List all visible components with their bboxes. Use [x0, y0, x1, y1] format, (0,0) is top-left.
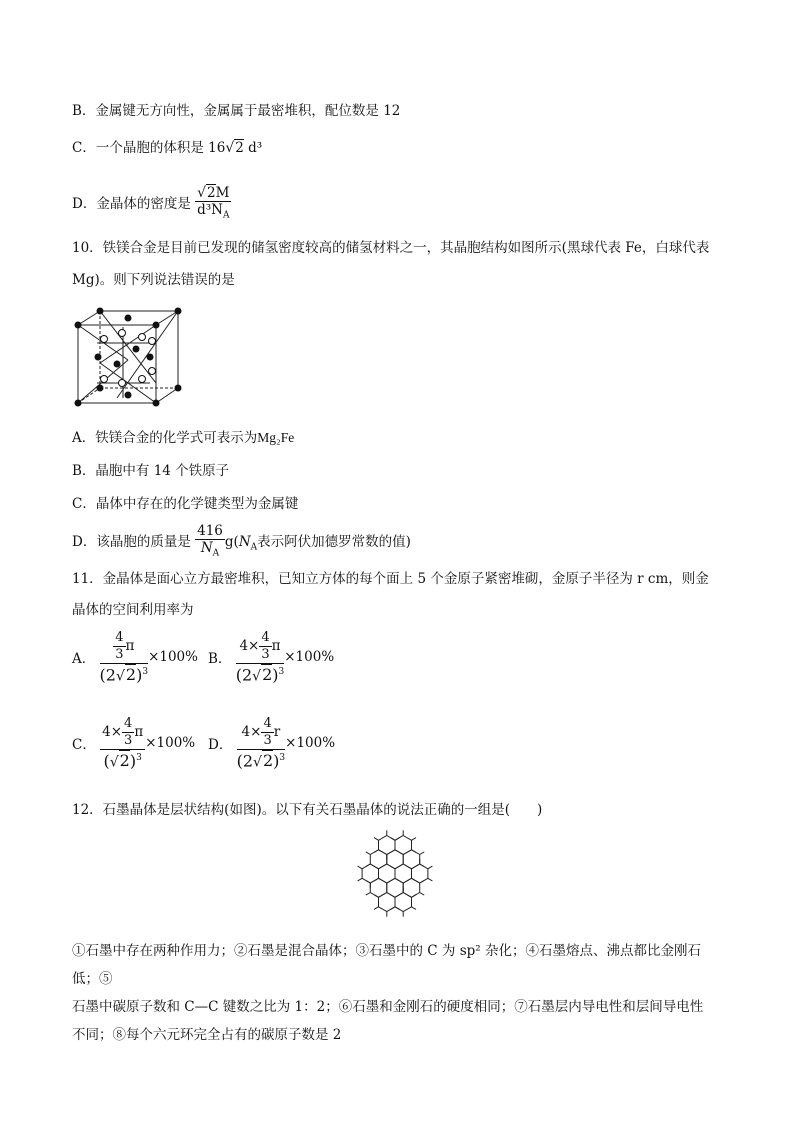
graphite-edge-bond	[412, 907, 417, 910]
graphite-edge-bond	[412, 838, 417, 841]
q9-option-c: C．一个晶胞的体积是 16√2 d³	[72, 140, 263, 156]
graphite-edge-bond	[366, 880, 371, 883]
q12-statements	[72, 937, 722, 1049]
q10-option-b: B．晶胞中有 14 个铁原子	[72, 463, 230, 479]
graphite-edge-bond	[420, 893, 425, 896]
q9-option-d-prefix: D．金晶体的密度是	[72, 195, 191, 212]
q11-option-b: B． 4× $\frac{4}{3}$ π $(2√2)^3$ ×100%	[208, 630, 335, 685]
q9-option-c-suffix: d³	[248, 140, 263, 156]
q9-option-c-sqrt: 2	[235, 140, 244, 156]
graphite-edge-bond	[366, 852, 371, 855]
q11-stem-line1: 11．金晶体是面心立方最密堆积，已知立方体的每个面上 5 个金原子紧密堆砌，金原子半径为 r cm，则金	[72, 571, 709, 587]
graphite-edge-bond	[391, 907, 396, 910]
q12-statements-line2: 石墨中碳原子数和 C—C 键数之比为 1：2；⑥石墨和金刚石的硬度相同；⑦石墨层内导电性和层间导电性	[72, 999, 704, 1015]
q11-stem-line2: 晶体的空间利用率为	[72, 602, 194, 618]
q12-stem: 12．石墨晶体是层状结构(如图)。以下有关石墨晶体的说法正确的一组是( )	[72, 802, 543, 818]
graphite-edge-bond	[428, 878, 433, 881]
q9-density-fraction: $\frac{√2M}{d^3N_A}$	[197, 185, 230, 221]
graphite-edge-bond	[420, 852, 425, 855]
q10-option-c: C．晶体中存在的化学键类型为金属键	[72, 496, 299, 512]
q11-option-d: D． 4× $\frac{4}{3}$ r $(2√2)^3$ ×100%	[208, 716, 336, 771]
q10-mass-fraction: $\frac{416}{N_A}$	[197, 523, 223, 559]
q10-stem-line2: Mg)。则下列说法错误的是	[72, 272, 235, 288]
q11-option-a: A． $\frac{4}{3}$ π $(2√2)^3$ ×100%	[72, 630, 198, 685]
q9-option-d	[72, 185, 231, 224]
q10-option-d: D．该晶胞的质量是 $\frac{416}{N_A}$ $g(N_A$表示阿伏加德罗常数的值)	[72, 523, 411, 562]
graphite-edge-bond	[374, 838, 379, 841]
q10-stem-line1: 10．铁镁合金是目前已发现的储氢密度较高的储氢材料之一，其晶胞结构如图所示(黑球代表 Fe，白球代表	[72, 240, 710, 256]
graphite-edge-bond	[374, 895, 379, 898]
graphite-edge-bond	[358, 878, 363, 881]
fe-mg-unit-cell-figure	[70, 303, 185, 413]
graphite-edge-bond	[420, 880, 425, 883]
q10-option-a: A．铁镁合金的化学式可表示为Mg₂Fe	[72, 430, 295, 446]
graphite-edge-bond	[374, 907, 379, 910]
q12-statements-line3: 不同；⑧每个六元环完全占有的碳原子数是 2	[72, 1027, 342, 1043]
graphite-layer-figure	[335, 827, 455, 927]
q9-option-b: B．金属键无方向性，金属属于最密堆积，配位数是 12	[72, 103, 401, 119]
graphite-edge-bond	[412, 895, 417, 898]
graphite-hexagon	[395, 893, 412, 912]
graphite-edge-bond	[366, 893, 371, 896]
graphite-edge-bond	[391, 838, 396, 841]
q9-option-c-prefix: C．一个晶胞的体积是 16	[72, 140, 226, 156]
q12-statements-line1: ①石墨中存在两种作用力；②石墨是混合晶体；③石墨中的 C 为 sp² 杂化；④石墨熔点、沸点都比金刚石低；⑤	[72, 943, 701, 987]
graphite-edge-bond	[428, 866, 433, 869]
q11-option-c: C． 4× $\frac{4}{3}$ π $(√2)^3$ ×100%	[72, 716, 196, 771]
graphite-edge-bond	[358, 866, 363, 869]
